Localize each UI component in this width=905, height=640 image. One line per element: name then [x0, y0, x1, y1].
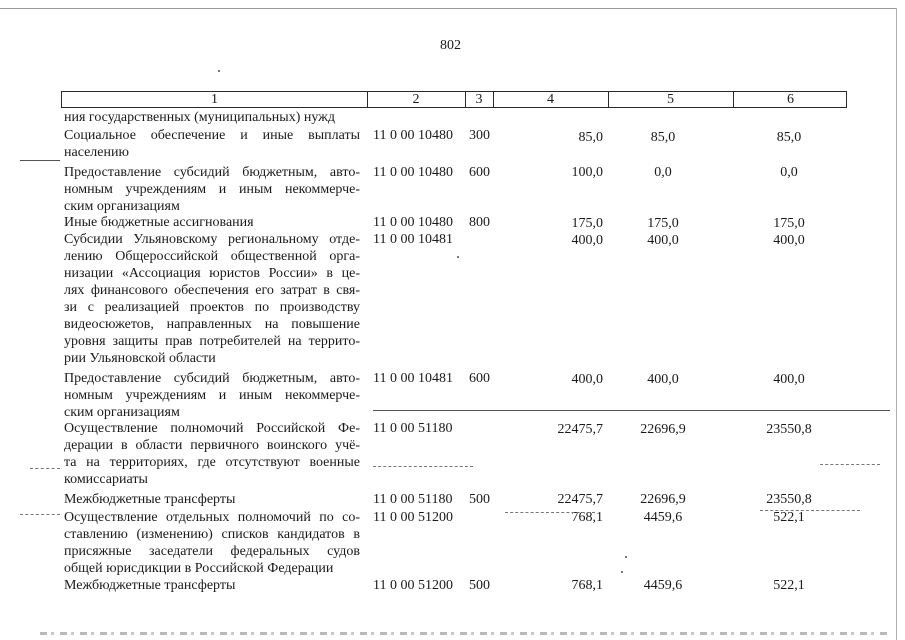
column-header-2: 2	[412, 92, 420, 107]
scan-artifact-line	[760, 510, 860, 511]
scan-right-border	[896, 8, 897, 640]
scan-artifact-line	[20, 514, 60, 515]
row-expense-type: 500	[469, 492, 490, 507]
scan-artifact-line	[505, 512, 595, 513]
scan-top-border	[0, 8, 896, 9]
row-value-6: 0,0	[780, 165, 798, 180]
scan-artifact-line	[820, 464, 880, 465]
row-description: Межбюджетные трансферты	[64, 578, 236, 593]
row-value-4: 22475,7	[557, 422, 603, 437]
row-description: Субсидии Ульяновскому региональному отде- лению Общероссийской общественной орга- низации «Ассоциация юристов России» в це- лях финансового обеспечения его затрат в свя- зи с реализацией проектов по производству видеосюжетов, направленных на повышение уровня защиты прав потребителей на террито- рии Ульяновской области	[64, 232, 360, 366]
row-value-6: 400,0	[773, 372, 805, 387]
row-value-4: 85,0	[578, 130, 603, 145]
row-value-4: 22475,7	[557, 492, 603, 507]
row-value-6: 522,1	[773, 578, 805, 593]
row-description: Осуществление полномочий Российской Фе- дерации в области первичного воинского учё- та на территориях, где отсутствуют военные комиссариаты	[64, 421, 360, 487]
row-value-4: 175,0	[571, 216, 603, 231]
row-code: 11 0 00 51180	[373, 421, 453, 436]
column-header-1: 1	[211, 92, 218, 107]
row-value-6: 23550,8	[766, 422, 812, 437]
row-value-5: 22696,9	[640, 422, 686, 437]
row-value-5: 85,0	[650, 130, 676, 145]
scan-artifact-line	[373, 466, 473, 467]
row-value-5: 400,0	[647, 372, 679, 387]
row-value-4: 768,1	[571, 510, 603, 525]
column-header-3: 3	[475, 92, 483, 107]
row-value-5: 175,0	[647, 216, 679, 231]
row-description: Иные бюджетные ассигнования	[64, 215, 254, 230]
row-code: 11 0 00 10480	[373, 165, 453, 180]
row-code: 11 0 00 10480	[373, 215, 453, 230]
row-expense-type: 600	[469, 371, 490, 386]
row-value-4: 768,1	[571, 578, 603, 593]
scan-artifact-line	[30, 468, 60, 469]
row-description: Межбюджетные трансферты	[64, 492, 236, 507]
row-description: Социальное обеспечение и иные выплаты населению	[64, 128, 360, 160]
row-value-5: 22696,9	[640, 492, 686, 507]
row-description: Осуществление отдельных полномочий по со- ставлению (изменению) списков кандидатов в присяжные заседатели федеральных судов общей юрисдикции в Российской Федерации	[64, 510, 360, 576]
row-value-5: 4459,6	[643, 578, 683, 593]
row-code: 11 0 00 10481	[373, 371, 453, 386]
row-value-6: 400,0	[773, 233, 805, 248]
row-code: 11 0 00 10481	[373, 232, 453, 247]
row-value-5: 4459,6	[643, 510, 683, 525]
row-value-6: 85,0	[776, 130, 802, 145]
page-number: 802	[440, 38, 461, 53]
row-value-5: 0,0	[654, 165, 672, 180]
column-header-5: 5	[667, 92, 674, 107]
row-expense-type: 600	[469, 165, 490, 180]
scan-artifact-line	[20, 160, 60, 161]
row-expense-type: 500	[469, 578, 490, 593]
column-header-6: 6	[787, 92, 794, 107]
row-description: ния государственных (муниципальных) нужд	[64, 110, 335, 125]
row-value-4: 400,0	[571, 372, 603, 387]
row-code: 11 0 00 51200	[373, 578, 453, 593]
row-value-6: 522,1	[773, 510, 805, 525]
row-code: 11 0 00 10480	[373, 128, 453, 143]
scan-artifact-speck	[457, 256, 459, 258]
row-value-4: 100,0	[571, 165, 603, 180]
row-expense-type: 800	[469, 215, 490, 230]
row-description: Предоставление субсидий бюджетным, авто- номным учреждениям и иным некоммерче- ским организациям	[64, 371, 360, 420]
scan-artifact-line	[373, 410, 890, 411]
column-header-4: 4	[547, 92, 554, 107]
row-value-6: 23550,8	[766, 492, 812, 507]
row-value-5: 400,0	[647, 233, 679, 248]
row-code: 11 0 00 51180	[373, 492, 453, 507]
scan-artifact-bottom-edge	[40, 632, 890, 635]
row-value-4: 400,0	[571, 233, 603, 248]
row-code: 11 0 00 51200	[373, 510, 453, 525]
scan-artifact-speck	[218, 70, 220, 72]
row-value-6: 175,0	[773, 216, 805, 231]
row-description: Предоставление субсидий бюджетным, авто- номным учреждениям и иным некоммерче- ским организациям	[64, 165, 360, 214]
scan-artifact-speck	[621, 571, 623, 573]
row-expense-type: 300	[469, 128, 490, 143]
table-header	[61, 91, 847, 108]
scan-artifact-speck	[625, 556, 627, 558]
